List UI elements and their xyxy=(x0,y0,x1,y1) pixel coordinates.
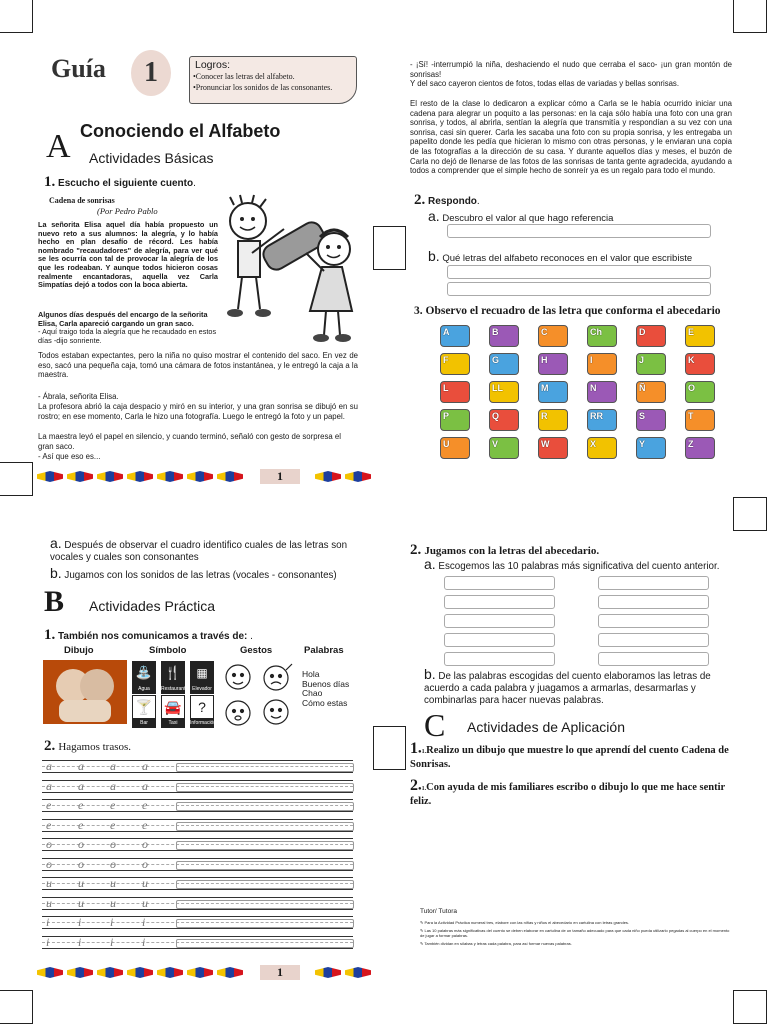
tutor-notes xyxy=(420,908,730,946)
words-list xyxy=(302,670,349,708)
crop-mark xyxy=(733,0,767,33)
alphabet-tile xyxy=(685,381,715,403)
step-1-text: Escucho el siguiente cuento xyxy=(58,178,194,189)
hugging-figures-picture xyxy=(43,660,127,724)
alphabet-tile-letter: Z xyxy=(688,439,694,449)
alphabet-tile-letter: I xyxy=(590,355,593,365)
trace-letter: u xyxy=(78,895,84,910)
alphabet-tile xyxy=(440,437,470,459)
trace-letter: o xyxy=(46,837,52,851)
section-a-letter: A xyxy=(46,128,71,165)
practice-1: 1. También nos comunicamos a través de: . xyxy=(44,627,253,643)
trace-letter: o xyxy=(142,856,148,871)
alphabet-tile xyxy=(685,437,715,459)
cocktail-glass-icon: 🍸 xyxy=(132,695,156,719)
word-field[interactable] xyxy=(444,595,555,609)
trace-letter: i xyxy=(78,934,82,949)
taxi-car-icon: 🚘 xyxy=(161,695,185,719)
section-b-letter: B xyxy=(44,585,65,618)
trace-letter: o xyxy=(78,837,84,851)
alphabet-tile-letter: K xyxy=(688,355,695,365)
trace-letter: a xyxy=(46,759,52,773)
crop-mark xyxy=(0,990,33,1024)
guia-label: Guía xyxy=(51,54,106,83)
step-2: 2. Respondo. xyxy=(414,192,480,208)
alphabet-tile-letter: C xyxy=(541,327,548,337)
alphabet-tile-letter: G xyxy=(492,355,500,365)
trace-letter: u xyxy=(142,876,148,890)
alphabet-tile-letter: N xyxy=(590,383,597,393)
step-3: 3. Observo el recuadro de las letra que conforma el abecedario xyxy=(414,305,721,317)
word-item: Buenos días xyxy=(302,678,350,689)
activity-a-text: Después de observar el cuadro identifico cuales de las letras son vocales y cuales son consonantes xyxy=(50,540,348,563)
game-b: b. De las palabras escogidas del cuento elaboramos las letras de acuerdo a cada palabra y juagamos a armarlas, desarmarlas y combinarlas para hacer nuevas palabras. xyxy=(424,666,711,706)
question-b-text: Qué letras del alfabeto reconoces en el valor que escribiste xyxy=(442,253,693,264)
alphabet-tile xyxy=(440,409,470,431)
alphabet-tile-letter: U xyxy=(443,439,450,449)
symbol-label: Bar xyxy=(132,719,156,728)
trace-letter: i xyxy=(46,934,50,949)
symbol-label: Elevador xyxy=(190,685,214,694)
story-author: (Por Pedro Pablo xyxy=(97,206,158,216)
tracing-row[interactable] xyxy=(42,780,353,793)
pencil-icon: ✎ xyxy=(420,941,424,946)
trace-letter: i xyxy=(142,934,146,949)
kids-carrying-sack-illustration xyxy=(222,193,362,345)
section-c-letter: C xyxy=(424,707,446,743)
trace-letter: a xyxy=(78,778,84,793)
symbol-label: Taxi xyxy=(161,719,185,728)
trace-letter: o xyxy=(46,856,52,871)
logros-box xyxy=(189,56,357,104)
alphabet-tile xyxy=(489,353,519,375)
alphabet-tile xyxy=(440,381,470,403)
word-field[interactable] xyxy=(598,614,709,628)
alphabet-tile-letter: Q xyxy=(492,411,500,421)
information-question-icon: ? xyxy=(190,695,214,719)
alphabet-tile xyxy=(685,353,715,375)
decorative-ribbon xyxy=(315,471,371,482)
practice-2-text: Hagamos trasos. xyxy=(58,741,132,753)
alphabet-tile-letter: P xyxy=(443,411,450,421)
word-item: Cómo estas xyxy=(302,697,348,708)
answer-field[interactable] xyxy=(447,265,711,279)
symbols-grid xyxy=(132,661,216,727)
page-number: 1 xyxy=(260,469,300,484)
symbol-label: Información xyxy=(190,720,217,726)
trace-letter: a xyxy=(46,778,52,793)
story-paragraph: - Aquí traigo toda la alegría que he recaudado en estos días -dijo sonriente. xyxy=(38,327,217,345)
story-paragraph: - Ábrala, señorita Elisa. xyxy=(38,392,119,401)
trace-letter: i xyxy=(142,915,146,929)
alphabet-tile-letter: D xyxy=(639,327,646,337)
alphabet-tile xyxy=(538,409,568,431)
alphabet-tile xyxy=(538,353,568,375)
section-c-title: Actividades de Aplicación xyxy=(467,719,625,735)
restaurant-icon: 🍴 xyxy=(161,661,185,685)
tutor-note: ✎ También dividan en sílabas y letras cada palabra, para así formar nuevas palabras. xyxy=(420,941,572,946)
alphabet-tile xyxy=(587,409,617,431)
crop-mark xyxy=(373,226,406,270)
col-palabras: Palabras xyxy=(304,645,344,656)
alphabet-tile xyxy=(489,437,519,459)
alphabet-tile xyxy=(538,381,568,403)
tracing-row[interactable] xyxy=(42,936,353,949)
word-field[interactable] xyxy=(444,633,555,647)
section-a-title: Conociendo el Alfabeto xyxy=(80,121,281,141)
trace-letter: e xyxy=(142,798,148,812)
trace-letter: o xyxy=(142,837,148,851)
practice-1-text: También nos comunicamos a través de: xyxy=(58,631,248,642)
trace-letter: e xyxy=(142,817,148,832)
story-paragraph: La maestra leyó el papel en silencio, y cuando terminó, señaló con gesto de sorpresa el gran saco. xyxy=(38,432,341,451)
crop-mark xyxy=(0,462,33,496)
story-paragraph: La señorita Elisa aquel día había propuesto un nuevo reto a sus alumnos: la alegría, y lo había hecho en plan desafío de récord. Les había nombrado "recaudadores" de alegría, para ver qué se les ocurría con tal de provocar la alegría de los que les rodeaban. Y aunque todos hicieron cosas realmente encantadoras, aquella vez Carla Simpatías dejó a todos con la boca abierta. xyxy=(38,220,218,290)
question-b: b. Qué letras del alfabeto reconoces en el valor que escribiste xyxy=(428,248,693,264)
trace-letter: a xyxy=(142,759,148,773)
alphabet-tile-letter: X xyxy=(590,439,597,449)
section-b-title: Actividades Práctica xyxy=(89,598,216,614)
trace-letter: a xyxy=(78,759,84,773)
trace-letter: u xyxy=(46,895,52,910)
apply-2-text: Con ayuda de mis familiares escribo o dibujo lo que me hace sentir feliz. xyxy=(410,782,725,807)
water-tap-icon: ⛲ xyxy=(132,661,156,685)
game-a-text: Escogemos las 10 palabras más significativa del cuento anterior. xyxy=(438,561,720,572)
story-paragraph: El resto de la clase lo dedicaron a explicar cómo a Carla se le había ocurrido iniciar una cadena para alegrar un poquito a las personas: en la caja sólo había una foto con una gran sonrisa, y todos, al abrirla, sentían la alegría que transmitía y respondían a su vez con una sonrisa, casi sin querer. Carla les sacaba una foto con su propia sonrisa, y les entregaba un papelito donde les pedía que hicieran lo mismo con otras personas, y le enviaran una copia de las fotografías a la dirección de su casa. Y durante aquellos días y meses, el buzón de Carla no dejó de llenarse de las fotos de las sonrisas de tanta gente agradecida, ayudando a todos a comprender que el simple hecho de sonreír ya es un regalo para todo el mundo. xyxy=(410,99,732,176)
alphabet-tile-letter: L xyxy=(443,383,449,393)
word-field[interactable] xyxy=(444,614,555,628)
trace-letter: e xyxy=(110,817,116,832)
alphabet-tile-letter: S xyxy=(639,411,646,421)
alphabet-tile xyxy=(489,325,519,347)
alphabet-tile-letter: V xyxy=(492,439,499,449)
tracing-row[interactable] xyxy=(42,799,353,812)
trace-letter: a xyxy=(142,778,148,793)
answer-field[interactable] xyxy=(447,224,711,238)
alphabet-tile xyxy=(636,381,666,403)
alphabet-tile-letter: W xyxy=(541,439,550,449)
alphabet-tile-letter: Y xyxy=(639,439,646,449)
alphabet-tile-letter: E xyxy=(688,327,695,337)
alphabet-tile-letter: O xyxy=(688,383,696,393)
alphabet-tile xyxy=(538,325,568,347)
alphabet-tile xyxy=(538,437,568,459)
tracing-row[interactable] xyxy=(42,858,353,871)
trace-letter: u xyxy=(78,876,84,890)
trace-letter: o xyxy=(110,856,116,871)
story-paragraph: - Así que eso es... xyxy=(38,452,101,461)
trace-letter: e xyxy=(46,817,52,832)
activity-b: b. Jugamos con los sonidos de las letras (vocales - consonantes) xyxy=(50,565,337,581)
crop-mark xyxy=(733,497,767,531)
game-b-text: De las palabras escogidas del cuento elaboramos las letras de acuerdo a cada palabra y juagamos a armarlas, desarmarlas y combinarlas para hacer nuevas palabras. xyxy=(424,671,711,706)
alphabet-tile-letter: LL xyxy=(492,383,503,393)
word-field[interactable] xyxy=(598,652,709,666)
alphabet-tile xyxy=(489,381,519,403)
trace-letter: u xyxy=(110,876,116,890)
tutor-note: ✎ Para la Actividad Práctica numeral tres, elabore con las niñas y niños el abecedario en cartulina con letras grandes. xyxy=(420,920,630,925)
alphabet-tile xyxy=(587,381,617,403)
decorative-ribbon xyxy=(37,967,243,978)
question-a-text: Descubro el valor al que hago referencia xyxy=(442,213,614,224)
story-paragraph: - ¡Sí! -interrumpió la niña, deshaciendo el nudo que cerraba el saco- ¡un gran montón de sonrisas! xyxy=(410,60,732,79)
decorative-ribbon xyxy=(315,967,371,978)
activity-a: a. Después de observar el cuadro identifico cuales de las letras son vocales y cuales son consonantes xyxy=(50,535,348,563)
step-1: 1. Escucho el siguiente cuento. xyxy=(44,174,196,190)
alphabet-tile-letter: Ch xyxy=(590,327,602,337)
pencil-icon: ✎ xyxy=(420,928,424,933)
trace-letter: u xyxy=(142,895,148,910)
word-item: Hola xyxy=(302,669,320,679)
alphabet-tile-letter: RR xyxy=(590,411,603,421)
trace-letter: e xyxy=(46,798,52,812)
word-field[interactable] xyxy=(598,576,709,590)
game-step: 2. Jugamos con la letras del abecedario. xyxy=(410,542,600,558)
alphabet-tile-letter: J xyxy=(639,355,645,365)
crop-mark xyxy=(373,726,406,770)
symbol-label: Restaurant xyxy=(161,686,186,692)
facial-gestures-drawing xyxy=(222,660,294,732)
trace-letter: e xyxy=(78,817,84,832)
alphabet-tile-letter: H xyxy=(541,355,548,365)
logros-item: •Conocer las letras del alfabeto. xyxy=(193,72,295,81)
practice-2: 2. Hagamos trasos. xyxy=(44,738,132,754)
step-2-text: Respondo xyxy=(428,196,477,207)
story-paragraph: Y del saco cayeron cientos de fotos, todas ellas de variadas y bellas sonrisas. xyxy=(410,79,680,88)
alphabet-tile-letter: Ñ xyxy=(639,383,646,393)
guia-number-badge xyxy=(131,50,171,96)
trace-letter: i xyxy=(110,915,114,929)
trace-letter: a xyxy=(110,778,116,793)
story-title: Cadena de sonrisas xyxy=(49,196,115,205)
alphabet-tile-letter: T xyxy=(688,411,694,421)
word-field[interactable] xyxy=(444,652,555,666)
trace-letter: u xyxy=(110,895,116,910)
alphabet-tile-letter: F xyxy=(443,355,449,365)
apply-2: 2●1.Con ayuda de mis familiares escribo o dibujo lo que me hace sentir feliz. xyxy=(410,777,725,807)
alphabet-tile xyxy=(587,437,617,459)
alphabet-tile xyxy=(587,325,617,347)
tracing-row[interactable] xyxy=(42,916,353,929)
answer-field[interactable] xyxy=(447,282,711,296)
trace-letter: o xyxy=(110,837,116,851)
trace-letter: o xyxy=(78,856,84,871)
word-item: Chao xyxy=(302,688,323,698)
alphabet-tile xyxy=(440,325,470,347)
alphabet-tile-letter: B xyxy=(492,327,499,337)
col-simbolo: Símbolo xyxy=(149,645,187,656)
alphabet-tile xyxy=(636,353,666,375)
trace-letter: i xyxy=(78,915,82,929)
apply-1-text: Realizo un dibujo que muestre lo que aprendí del cuento Cadena de Sonrisas. xyxy=(410,745,729,770)
alphabet-tile xyxy=(636,325,666,347)
trace-letter: u xyxy=(46,876,52,890)
alphabet-tile xyxy=(440,353,470,375)
alphabet-tile xyxy=(636,409,666,431)
page-number: 1 xyxy=(260,965,300,980)
crop-mark xyxy=(0,0,33,33)
alphabet-tile xyxy=(636,437,666,459)
trace-letter: i xyxy=(110,934,114,949)
pencil-icon: ✎ xyxy=(420,920,424,925)
guia-number: 1 xyxy=(144,57,158,88)
alphabet-tile xyxy=(685,409,715,431)
alphabet-tile-letter: R xyxy=(541,411,548,421)
activity-b-text: Jugamos con los sonidos de las letras (vocales - consonantes) xyxy=(64,570,337,581)
trace-letter: e xyxy=(110,798,116,812)
elevator-icon: ▦ xyxy=(190,661,214,685)
word-field[interactable] xyxy=(444,576,555,590)
story-paragraph: La profesora abrió la caja despacio y miró en su interior, y una gran sonrisa se dibujó en su rostro; en ese momento, Carla le hizo una fotografía. Luego le entregó la foto y un papel. xyxy=(38,402,358,421)
tracing-row[interactable] xyxy=(42,877,353,890)
tutor-note: ✎ Las 10 palabras más significativas del cuento se deben elaborar en cartulina de un tamaño adecuado para que cada niño pueda utilizarlo pegadas al cuerpo en el momento de jugar a formar palabras. xyxy=(420,928,730,938)
alphabet-tile-letter: A xyxy=(443,327,450,337)
logros-title: Logros: xyxy=(195,59,231,71)
word-field[interactable] xyxy=(598,595,709,609)
tracing-row[interactable] xyxy=(42,897,353,910)
trace-letter: i xyxy=(46,915,50,929)
tracing-row[interactable] xyxy=(42,838,353,851)
story-paragraph: Algunos días después del encargo de la señorita Elisa, Carla apareció cargando un gran saco. xyxy=(38,310,208,328)
alphabet-tile xyxy=(489,409,519,431)
trace-letter: e xyxy=(78,798,84,812)
alphabet-tile xyxy=(685,325,715,347)
tutor-title: Tutor/ Tutora xyxy=(420,908,457,915)
section-a-subtitle: Actividades Básicas xyxy=(89,150,214,166)
word-field[interactable] xyxy=(598,633,709,647)
alphabet-tile-letter: M xyxy=(541,383,549,393)
tracing-row[interactable] xyxy=(42,760,353,773)
symbol-label: Agua xyxy=(132,685,156,694)
game-step-text: Jugamos con la letras del abecedario. xyxy=(424,545,600,557)
tracing-row[interactable] xyxy=(42,819,353,832)
story-paragraph: Todos estaban expectantes, pero la niña no quiso mostrar el contenido del saco. En vez de eso, sacó una pequeña caja, tomó una cámara de fotos instantánea, y le entregó la caja a la maestra. xyxy=(38,351,358,380)
apply-1: 1●1.Realizo un dibujo que muestre lo que aprendí del cuento Cadena de Sonrisas. xyxy=(410,740,729,770)
logros-item: •Pronunciar los sonidos de las consonantes. xyxy=(193,83,333,92)
col-dibujo: Dibujo xyxy=(64,645,94,656)
question-a: a. Descubro el valor al que hago referencia xyxy=(428,208,614,224)
col-gestos: Gestos xyxy=(240,645,273,656)
decorative-ribbon xyxy=(37,471,243,482)
alphabet-chart xyxy=(440,325,732,467)
alphabet-tile xyxy=(587,353,617,375)
game-a: a. Escogemos las 10 palabras más significativa del cuento anterior. xyxy=(424,556,720,572)
crop-mark xyxy=(733,990,767,1024)
trace-letter: a xyxy=(110,759,116,773)
